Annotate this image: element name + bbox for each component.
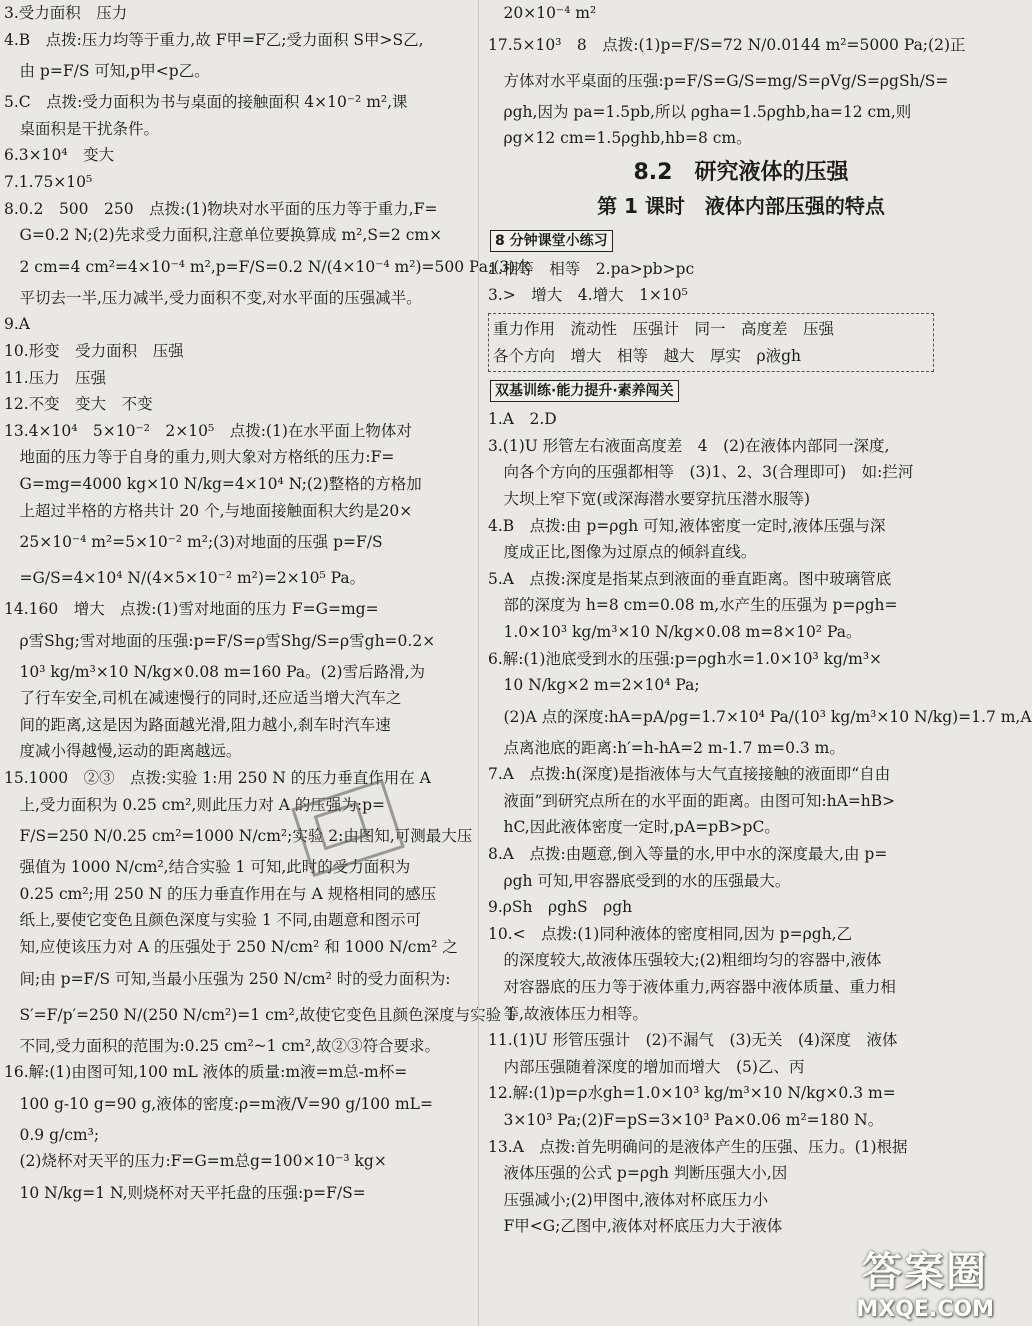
answer-line: 5.A 点拨:深度是指某点到液面的垂直距离。图中玻璃管底 [488,569,892,588]
answer-line: 3.受力面积 压力 [4,4,128,22]
answer-line: 0.25 cm²;用 250 N 的压力垂直作用在与 A 规格相同的感压 [4,884,437,903]
answer-line: 点离池底的距离:h′=h-hA=2 m-1.7 m=0.3 m。 [488,738,845,757]
training-answers [488,406,1032,1240]
answer-line: 12.解:(1)p=ρ水gh=1.0×10³ kg/m³×10 N/kg×0.3 m= [488,1084,896,1103]
quick-practice-answers [488,256,994,309]
answer-line: 液体压强的公式 p=ρgh 判断压强大小,因 [488,1164,788,1183]
answer-line: 9.ρSh ρghS ρgh [488,898,633,917]
answer-line: 12.不变 变大 不变 [4,395,153,414]
answer-line: 度成正比,图像为过原点的倾斜直线。 [488,543,757,562]
answer-line: 强值为 1000 N/cm²,结合实验 1 可知,此时的受力面积为 [4,858,411,877]
answer-line: 0.9 g/cm³; [4,1125,100,1144]
answer-line: 7.A 点拨:h(深度)是指液体与大气直接接触的液面即“自由 [488,765,891,784]
answer-line: 4.B 点拨:由 p=ρgh 可知,液体密度一定时,液体压强与深 [488,516,886,535]
answer-line: 由 p=F/S 可知,p甲<p乙。 [4,62,210,81]
answer-line: 上,受力面积为 0.25 cm²,则此压力对 A 的压强为:p= [4,795,385,814]
watermark-url: MXQE.COM [856,1297,994,1322]
answer-line: 7.1.75×10⁵ [4,172,93,191]
site-watermark [856,1240,994,1322]
answer-line: 6.3×10⁴ 变大 [4,146,115,165]
answer-line: 1.0×10³ kg/m³×10 N/kg×0.08 m=8×10² Pa。 [488,622,862,641]
answer-line: 8.0.2 500 250 点拨:(1)物块对水平面的压力等于重力,F= [4,199,438,218]
answer-line: 各个方向 增大 相等 越大 厚实 ρ液gh [493,346,802,365]
answer-line: 大坝上窄下宽(或深海潜水要穿抗压潜水服等) [488,489,811,508]
answer-line: 13.4×10⁴ 5×10⁻² 2×10⁵ 点拨:(1)在水平面上物体对 [4,421,412,440]
answer-line: 压强减小;(2)甲图中,液体对杯底压力小 [488,1190,769,1209]
answer-line: 3×10³ Pa;(2)F=pS=3×10³ Pa×0.06 m²=180 N。 [488,1111,884,1129]
answer-line: 17.5×10³ 8 点拨:(1)p=F/S=72 N/0.0144 m²=5000 Pa;(2)正 [488,35,966,54]
summary-box [488,313,934,372]
answer-line: 6.解:(1)池底受到水的压强:p=ρgh水=1.0×10³ kg/m³× [488,649,883,668]
answer-line: 10.< 点拨:(1)同种液体的密度相同,因为 p=ρgh,乙 [488,924,853,943]
answer-line: 25×10⁻⁴ m²=5×10⁻² m²;(3)对地面的压强 p=F/S [4,533,383,552]
answer-line: 2 cm=4 cm²=4×10⁻⁴ m²,p=F/S=0.2 N/(4×10⁻⁴ m²)=500 Pa;(3)水 [4,257,531,276]
column-divider [478,0,479,1326]
answer-line: S′=F/p′=250 N/(250 N/cm²)=1 cm²,故使它变色且颜色深度与实验 1 [4,1005,516,1024]
quick-practice-tag: 8 分钟课堂小练习 [490,230,613,252]
answer-line: ρgh 可知,甲容器底受到的水的压强最大。 [488,871,791,890]
answer-line: 1.A 2.D [488,410,557,429]
answer-line: 上超过半格的方格共计 20 个,与地面接触面积大约是20× [4,501,413,520]
answer-line: 等,故液体压力相等。 [488,1004,648,1023]
answer-line: 度减小得越慢,运动的距离越远。 [4,742,242,761]
answer-line: (2)A 点的深度:hA=pA/ρg=1.7×10⁴ Pa/(10³ kg/m³×10 N/kg)=1.7 m,A [488,707,1032,726]
answer-line: G=0.2 N;(2)先求受力面积,注意单位要换算成 m²,S=2 cm× [4,226,443,245]
answer-line: 桌面积是干扰条件。 [4,119,160,138]
training-tag: 双基训练·能力提升·素养闯关 [490,380,679,402]
answer-line: 对容器底的压力等于液体重力,两容器中液体质量、重力相 [488,978,896,997]
answer-line: 10³ kg/m³×10 N/kg×0.08 m=160 Pa。(2)雪后路滑,为 [4,662,426,681]
answer-line: F甲<G;乙图中,液体对杯底压力大于液体 [488,1217,783,1236]
answer-line: 的深度较大,故液体压强较大;(2)粗细均匀的容器中,液体 [488,951,882,970]
answer-line: 10.形变 受力面积 压强 [4,341,184,360]
answer-line: 5.C 点拨:受力面积为书与桌面的接触面积 4×10⁻² m²,课 [4,93,408,112]
answer-line: 10 N/kg=1 N,则烧杯对天平托盘的压强:p=F/S= [4,1184,366,1202]
answer-line: 100 g-10 g=90 g,液体的密度:ρ=m液/V=90 g/100 mL= [4,1094,433,1113]
answer-line: 向各个方向的压强都相等 (3)1、2、3(合理即可) 如:拦河 [488,463,914,482]
answer-line: 方体对水平桌面的压强:p=F/S=G/S=mg/S=ρVg/S=ρgSh/S= [488,71,949,90]
answer-line: 14.160 增大 点拨:(1)雪对地面的压力 F=G=mg= [4,600,379,619]
answer-line: 8.A 点拨:由题意,倒入等量的水,甲中水的深度最大,由 p= [488,845,888,864]
watermark-logo: 答案圈 [862,1249,989,1295]
answer-line: hC,因此液体密度一定时,pA=pB>pC。 [488,818,780,837]
answer-line: F/S=250 N/0.25 cm²=1000 N/cm²;实验 2:由图知,可测最大压 [4,827,473,846]
answer-line: (2)烧杯对天平的压力:F=G=m总g=100×10⁻³ kg× [4,1152,387,1171]
answer-line: 10 N/kg×2 m=2×10⁴ Pa; [488,676,700,695]
answer-line: 15.1000 ②③ 点拨:实验 1:用 250 N 的压力垂直作用在 A [4,769,431,788]
answer-line: 平切去一半,压力减半,受力面积不变,对水平面的压强减半。 [4,288,422,307]
answer-line: 3.(1)U 形管左右液面高度差 4 (2)在液体内部同一深度, [488,436,890,455]
answer-line: 间;由 p=F/S 可知,当最小压强为 250 N/cm² 时的受力面积为: [4,969,451,988]
answer-line: 内部压强随着深度的增加而增大 (5)乙、丙 [488,1057,805,1076]
answer-line: ρ雪Shg;雪对地面的压强:p=F/S=ρ雪Shg/S=ρ雪gh=0.2× [4,631,436,650]
answer-line: 20×10⁻⁴ m² [488,4,597,22]
answer-line: 纸上,要使它变色且颜色深度与实验 1 不同,由题意和图示可 [4,911,422,930]
answer-line: 3.> 增大 4.增大 1×10⁵ [488,286,688,305]
answer-line: 16.解:(1)由图可知,100 mL 液体的质量:m液=m总-m杯= [4,1063,408,1082]
answer-line: 地面的压力等于自身的重力,则大象对方格纸的压力:F= [4,448,395,467]
answer-line: 11.(1)U 形管压强计 (2)不漏气 (3)无关 (4)深度 液体 [488,1031,898,1050]
answer-line: ρg×12 cm=1.5ρghb,hb=8 cm。 [488,129,752,148]
answer-line: 13.A 点拨:首先明确问的是液体产生的压强、压力。(1)根据 [488,1137,908,1156]
answer-line: =G/S=4×10⁴ N/(4×5×10⁻² m²)=2×10⁵ Pa。 [4,569,366,588]
answer-line: 了行车安全,司机在减速慢行的同时,还应适当增大汽车之 [4,689,402,708]
lesson-title: 第 1 课时 液体内部压强的特点 [597,193,885,218]
answer-line: 4.B 点拨:压力均等于重力,故 F甲=F乙;受力面积 S甲>S乙, [4,30,424,49]
right-top-answers [488,0,994,152]
answer-line: 11.压力 压强 [4,368,107,387]
answer-line: 知,应使该压力对 A 的压强处于 250 N/cm² 和 1000 N/cm² 之 [4,938,458,957]
answer-line: 1.相等 相等 2.pa>pb>pc [488,259,695,278]
answer-line: 间的距离,这是因为路面越光滑,阻力越小,刹车时汽车速 [4,715,391,734]
answer-line: 重力作用 流动性 压强计 同一 高度差 压强 [493,319,835,338]
answer-line: 液面”到研究点所在的水平面的距离。由图可知:hA=hB> [488,791,896,810]
answer-line: G=mg=4000 kg×10 N/kg=4×10⁴ N;(2)整格的方格加 [4,474,422,493]
answer-line: 不同,受力面积的范围为:0.25 cm²~1 cm²,故②③符合要求。 [4,1036,440,1055]
answer-line: 部的深度为 h=8 cm=0.08 m,水产生的压强为 p=ρgh= [488,596,898,615]
section-title: 8.2 研究液体的压强 [633,159,849,185]
answer-line: 9.A [4,315,30,334]
answer-line: ρgh,因为 pa=1.5pb,所以 ρgha=1.5ρghb,ha=12 cm,则 [488,102,912,121]
right-column [488,0,1032,1326]
